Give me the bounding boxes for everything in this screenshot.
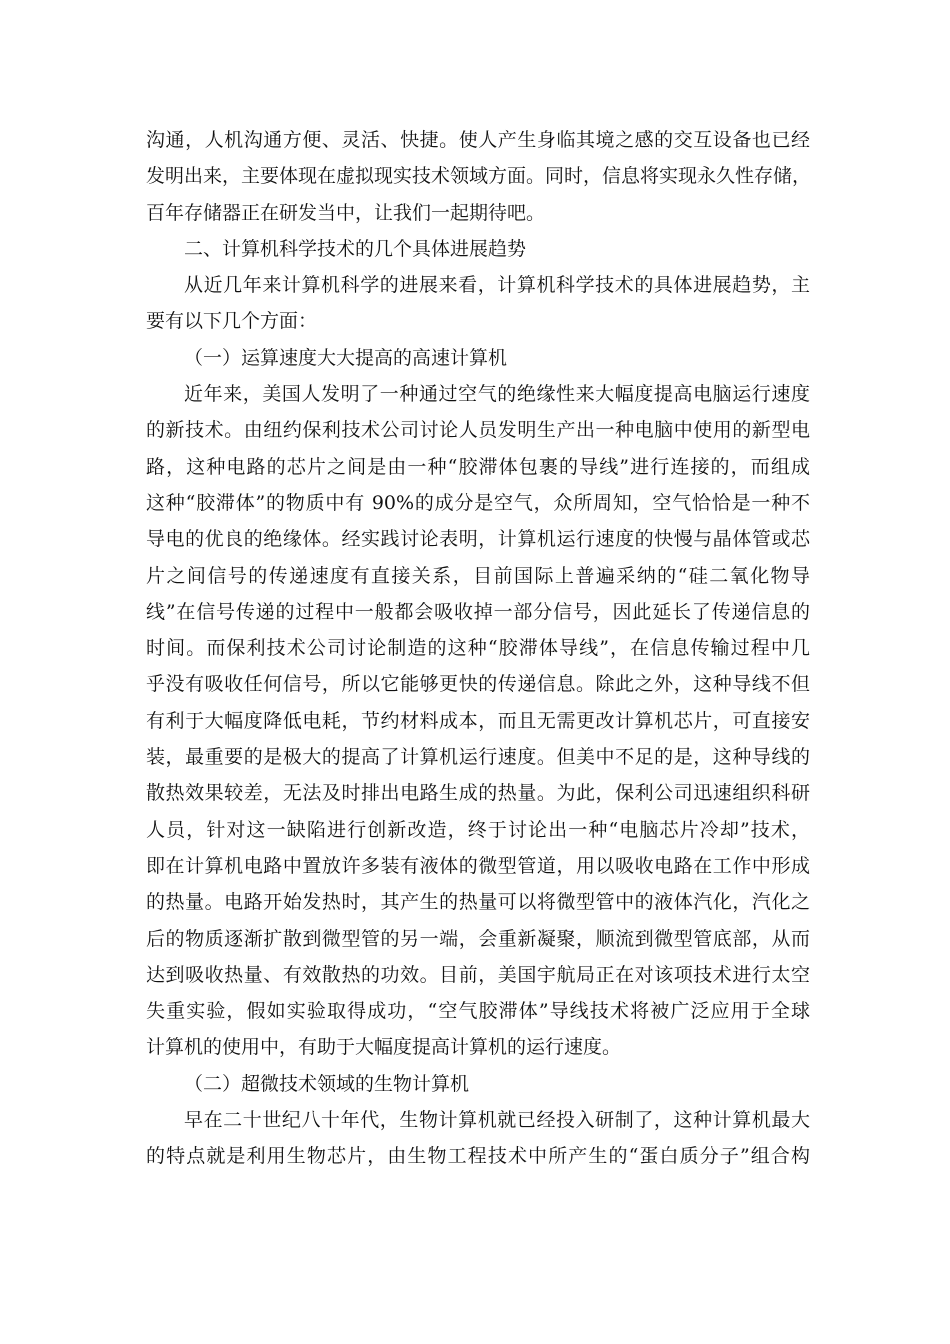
- text-line: 人员，针对这一缺陷进行创新改造，终于讨论出一种“电脑芯片冷却”技术，: [146, 818, 810, 841]
- text-line: 线”在信号传递的过程中一般都会吸收掉一部分信号，因此延长了传递信息的: [146, 600, 810, 623]
- text-line: 时间。而保利技术公司讨论制造的这种“胶滞体导线”，在信息传输过程中几: [146, 637, 810, 660]
- text-line: 的特点就是利用生物芯片，由生物工程技术中所产生的“蛋白质分子”组合构: [146, 1145, 810, 1168]
- text-line: 的热量。电路开始发热时，其产生的热量可以将微型管中的液体汽化，汽化之: [146, 891, 810, 914]
- text-line: 这种“胶滞体”的物质中有 90%的成分是空气，众所周知，空气恰恰是一种不: [146, 491, 810, 514]
- text-line: 的新技术。由纽约保利技术公司讨论人员发明生产出一种电脑中使用的新型电: [146, 419, 810, 442]
- subsection-heading: （二）超微技术领域的生物计算机: [184, 1072, 470, 1095]
- section-heading: 二、计算机科学技术的几个具体进展趋势: [184, 237, 527, 260]
- text-line: 即在计算机电路中置放许多装有液体的微型管道，用以吸收电路在工作中形成: [146, 854, 810, 877]
- text-line: 装，最重要的是极大的提高了计算机运行速度。但美中不足的是，这种导线的: [146, 746, 810, 769]
- text-line: 早在二十世纪八十年代，生物计算机就已经投入研制了，这种计算机最大: [184, 1109, 810, 1132]
- text-line: 乎没有吸收任何信号，所以它能够更快的传递信息。除此之外，这种导线不但: [146, 673, 810, 696]
- text-line: 后的物质逐渐扩散到微型管的另一端，会重新凝聚，顺流到微型管底部，从而: [146, 927, 810, 950]
- text-line: 路，这种电路的芯片之间是由一种“胶滞体包裹的导线”进行连接的，而组成: [146, 455, 810, 478]
- text-line: 导电的优良的绝缘体。经实践讨论表明，计算机运行速度的快慢与晶体管或芯: [146, 528, 810, 551]
- text-line: 有利于大幅度降低电耗，节约材料成本，而且无需更改计算机芯片，可直接安: [146, 709, 810, 732]
- text-line: 沟通，人机沟通方便、灵活、快捷。使人产生身临其境之感的交互设备也已经: [146, 129, 810, 151]
- text-line: 失重实验，假如实验取得成功，“空气胶滞体”导线技术将被广泛应用于全球: [146, 1000, 810, 1023]
- body-text: [146, 122, 810, 1175]
- text-line: 要有以下几个方面：: [146, 310, 318, 333]
- text-line: 近年来，美国人发明了一种通过空气的绝缘性来大幅度提高电脑运行速度: [184, 383, 810, 406]
- text-line: 从近几年来计算机科学的进展来看，计算机科学技术的具体进展趋势，主: [184, 274, 810, 297]
- text-line: 达到吸收热量、有效散热的功效。目前，美国宇航局正在对该项技术进行太空: [146, 963, 810, 986]
- text-line: 片之间信号的传递速度有直接关系，目前国际上普遍采纳的“硅二氧化物导: [146, 564, 810, 587]
- subsection-heading: （一）运算速度大大提高的高速计算机: [184, 346, 508, 369]
- text-line: 计算机的使用中，有助于大幅度提高计算机的运行速度。: [146, 1036, 622, 1059]
- text-line: 发明出来，主要体现在虚拟现实技术领域方面。同时，信息将实现永久性存储，: [146, 165, 812, 188]
- text-line: 百年存储器正在研发当中，让我们一起期待吧。: [146, 201, 546, 224]
- text-line: 散热效果较差，无法及时排出电路生成的热量。为此，保利公司迅速组织科研: [146, 782, 810, 805]
